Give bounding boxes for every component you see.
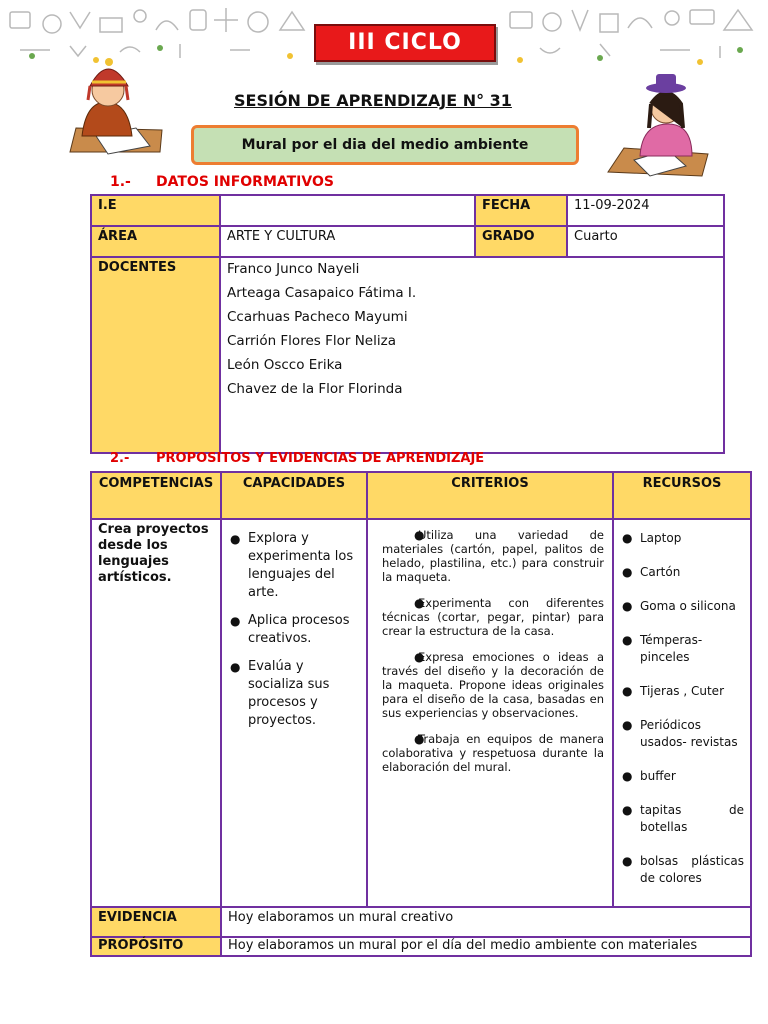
competencia-text: Crea proyectos desde los lenguajes artísticos. [91, 519, 221, 907]
student-boy-illustration [66, 52, 166, 157]
area-label: ÁREA [91, 226, 220, 257]
header-competencias: COMPETENCIAS [91, 472, 221, 519]
fecha-value: 11-09-2024 [567, 195, 724, 226]
recurso-item: ● Tijeras , Cuter [620, 683, 744, 700]
docentes-list [220, 257, 724, 453]
docente-name: Chavez de la Flor Florinda [227, 381, 403, 397]
criterio-item: ● Utiliza una variedad de materiales (cartón, papel, palitos de helado, plastilina, etc.) para construir la maqueta. [382, 528, 604, 584]
docente-name: León Oscco Erika [227, 357, 343, 373]
section-1-number: 1.- [110, 174, 131, 190]
recurso-item: ● Témperas- pinceles [620, 632, 744, 666]
section-2-number: 2.- [110, 451, 130, 466]
evidencia-value: Hoy elaboramos un mural creativo [221, 907, 751, 937]
ie-value [220, 195, 475, 226]
capacidad-item: ● Evalúa y socializa sus procesos y proyectos. [228, 658, 360, 730]
session-subtitle: Mural por el dia del medio ambiente [191, 125, 579, 165]
recurso-item: ● Laptop [620, 530, 744, 547]
student-girl-illustration [606, 68, 710, 178]
section-2-heading [110, 451, 484, 466]
docente-name: Arteaga Casapaico Fátima I. [227, 285, 417, 301]
propositos-table [90, 471, 752, 957]
area-value: ARTE Y CULTURA [220, 226, 475, 257]
header-capacidades: CAPACIDADES [221, 472, 367, 519]
capacidades-cell [221, 519, 367, 907]
criterio-item: ● Experimenta con diferentes técnicas (cortar, pegar, pintar) para crear la estructura de la casa. [382, 596, 604, 638]
datos-informativos-table [90, 194, 725, 454]
recurso-item: ● Goma o silicona [620, 598, 744, 615]
cycle-badge: III CICLO [314, 24, 496, 62]
header-recursos: RECURSOS [613, 472, 751, 519]
page-title: SESIÓN DE APRENDIZAJE N° 31 [234, 91, 512, 110]
docente-name: Carrión Flores Flor Neliza [227, 333, 396, 349]
evidencia-label: EVIDENCIA [91, 907, 221, 937]
recurso-item: ● buffer [620, 768, 744, 785]
capacidad-item: ● Aplica procesos creativos. [228, 612, 360, 648]
section-1-heading [110, 174, 334, 190]
capacidad-item: ● Explora y experimenta los lenguajes del arte. [228, 530, 360, 602]
ie-label: I.E [91, 195, 220, 226]
grado-value: Cuarto [567, 226, 724, 257]
criterio-item: ● Trabaja en equipos de manera colaborativa y respetuosa durante la elaboración del mural. [382, 732, 604, 774]
recurso-item: ● Cartón [620, 564, 744, 581]
recurso-item: ● bolsas plásticas de colores [620, 853, 744, 887]
docentes-label: DOCENTES [91, 257, 220, 453]
proposito-value: Hoy elaboramos un mural por el día del medio ambiente con materiales [221, 937, 751, 956]
header-criterios: CRITERIOS [367, 472, 613, 519]
proposito-label: PROPÓSITO [91, 937, 221, 956]
recursos-cell [613, 519, 751, 907]
section-1-title: DATOS INFORMATIVOS [156, 174, 334, 190]
fecha-label: FECHA [475, 195, 567, 226]
grado-label: GRADO [475, 226, 567, 257]
docente-name: Ccarhuas Pacheco Mayumi [227, 309, 408, 325]
criterios-cell [367, 519, 613, 907]
docente-name: Franco Junco Nayeli [227, 261, 360, 277]
section-2-title: PROPOSITOS Y EVIDENCIAS DE APRENDIZAJE [156, 451, 485, 466]
recurso-item: ● tapitas de botellas [620, 802, 744, 836]
criterio-item: ● Expresa emociones o ideas a través del diseño y la decoración de la maqueta. Propone ideas originales para el diseño de la casa, basadas en sus experiencias y observaciones. [382, 650, 604, 720]
recurso-item: ● Periódicos usados- revistas [620, 717, 744, 751]
